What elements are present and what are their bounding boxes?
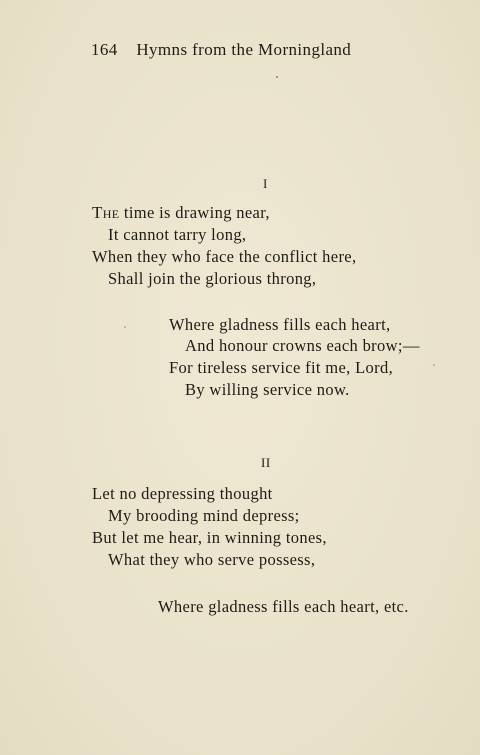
refrain-line-2: And honour crowns each brow;— — [185, 336, 420, 355]
stanza1-line-1-rest: time is drawing near, — [119, 203, 270, 222]
book-title: Hymns from the Morningland — [136, 40, 352, 59]
paper-speck — [124, 326, 126, 328]
stanza1-line-3: When they who face the conflict here, — [92, 247, 357, 266]
drop-word: The — [92, 203, 120, 222]
stanza2-line-4: What they who serve possess, — [108, 550, 316, 569]
refrain-line-1: Where gladness fills each heart, — [169, 315, 391, 334]
running-header — [91, 40, 351, 60]
stanza1-line-2: It cannot tarry long, — [108, 225, 247, 244]
refrain-reference: Where gladness fills each heart, etc. — [158, 597, 409, 616]
stanza-numeral-1: I — [263, 176, 268, 191]
stanza2-line-1: Let no depressing thought — [92, 484, 273, 503]
stanza2-line-2: My brooding mind depress; — [108, 506, 300, 525]
stanza1-line-1 — [92, 203, 270, 223]
refrain-line-3: For tireless service fit me, Lord, — [169, 358, 394, 377]
paper-speck — [276, 76, 278, 78]
page-number: 164 — [91, 40, 118, 59]
stanza-numeral-2: II — [261, 455, 271, 470]
stanza2-line-3: But let me hear, in winning tones, — [92, 528, 327, 547]
refrain-line-4: By willing service now. — [185, 380, 350, 399]
stanza1-line-4: Shall join the glorious throng, — [108, 269, 317, 288]
paper-speck — [433, 364, 435, 366]
